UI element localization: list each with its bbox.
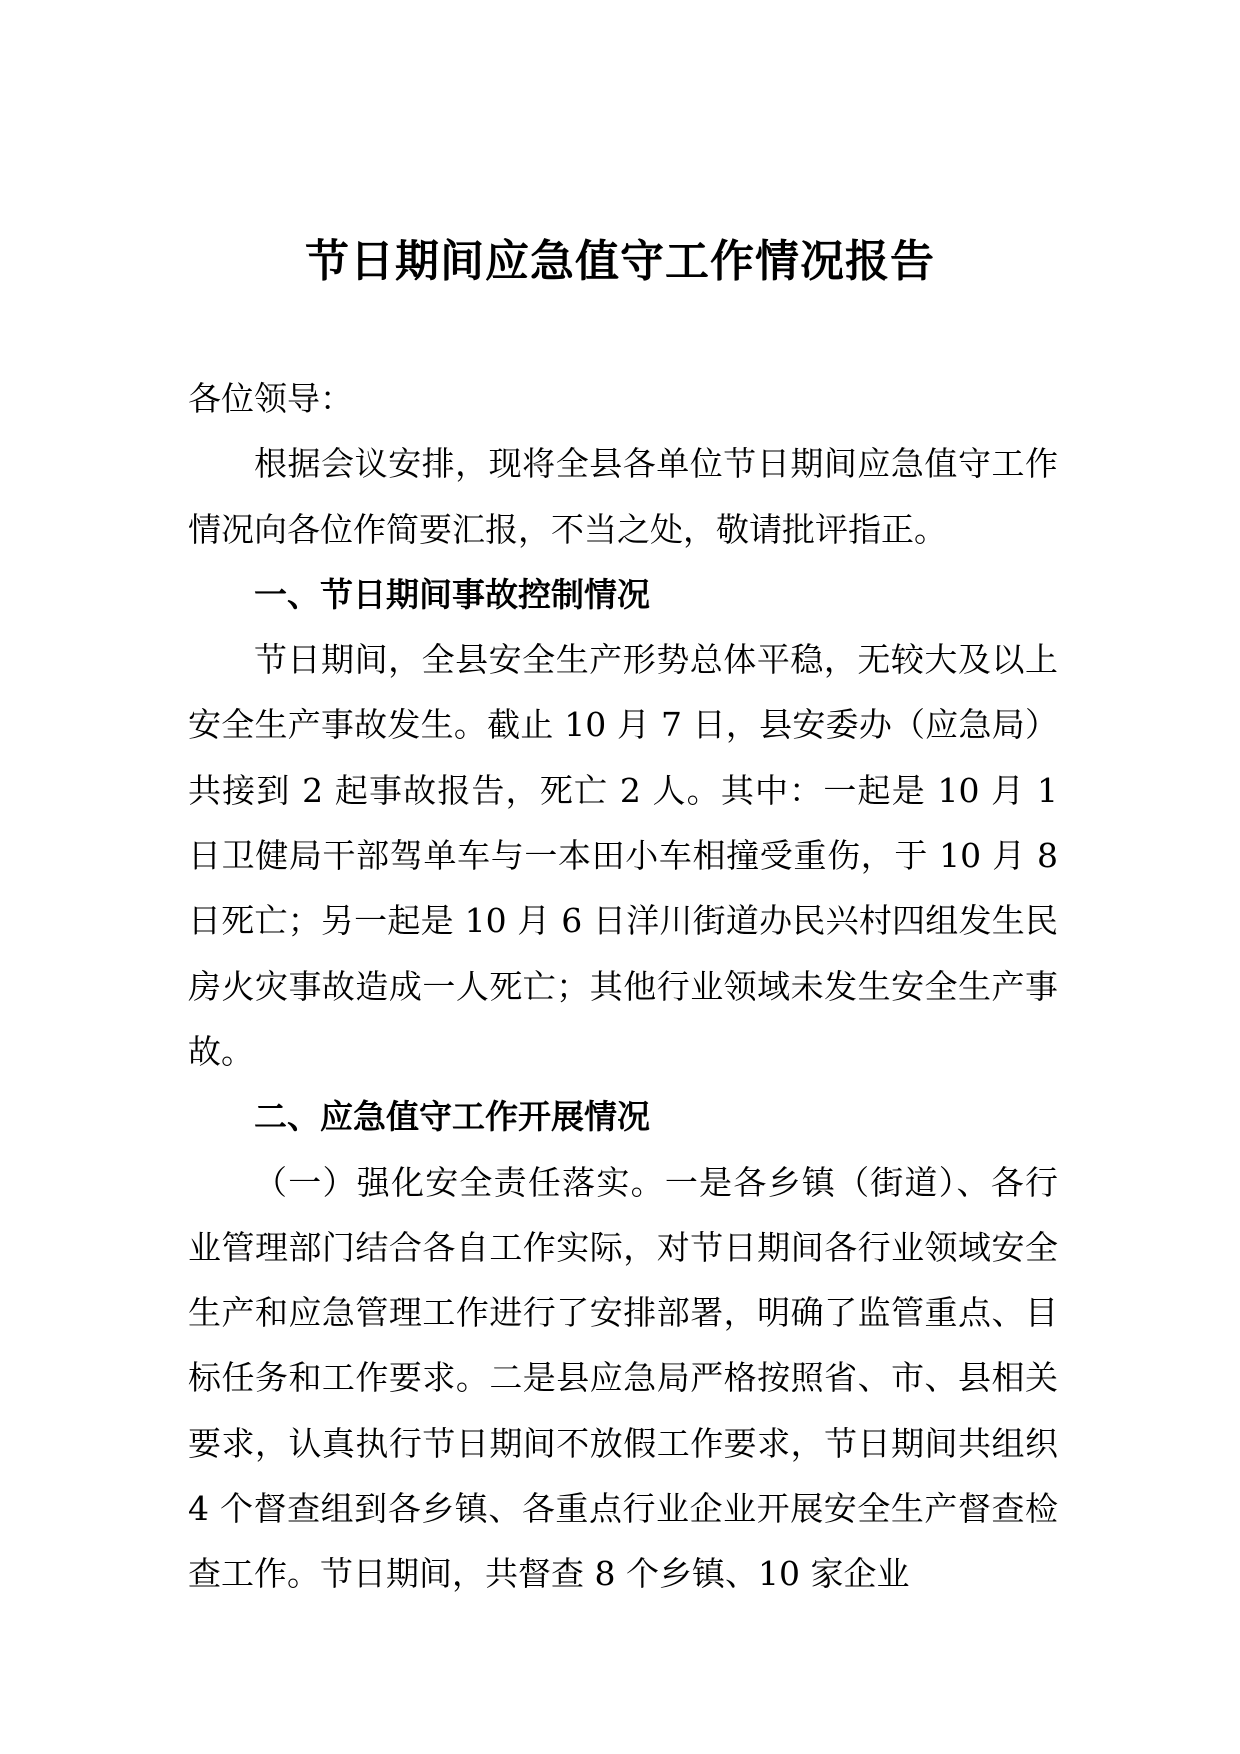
document-body [188, 366, 1058, 1607]
section-heading-2: 二、应急值守工作开展情况 [254, 1097, 650, 1137]
intro-paragraph: 根据会议安排，现将全县各单位节日期间应急值守工作情况向各位作简要汇报，不当之处，敬请批评指正。 [188, 444, 1058, 549]
accident-control-paragraph: 节日期间，全县安全生产形势总体平稳，无较大及以上安全生产事故发生。截止 10 月 7 日，县安委办（应急局）共接到 2 起事故报告，死亡 2 人。其中：一起是 10 月 1 日卫健局干部驾单车与一本田小车相撞受重伤，于 10 月 8 日死亡；另一起是 10 月 6 日洋川街道办民兴村四组发生民房火灾事故造成一人死亡；其他行业领域未发生安全生产事故。 [188, 640, 1058, 1071]
duty-work-paragraph: （一）强化安全责任落实。一是各乡镇（街道）、各行业管理部门结合各自工作实际，对节日期间各行业领域安全生产和应急管理工作进行了安排部署，明确了监管重点、目标任务和工作要求。二是县应急局严格按照省、市、县相关要求，认真执行节日期间不放假工作要求，节日期间共组织 4 个督查组到各乡镇、各重点行业企业开展安全生产督查检查工作。节日期间，共督查 8 个乡镇、10 家企业 [188, 1162, 1058, 1594]
salutation: 各位领导： [188, 379, 353, 418]
section-heading-1: 一、节日期间事故控制情况 [254, 574, 650, 614]
document-title: 节日期间应急值守工作情况报告 [305, 236, 935, 287]
